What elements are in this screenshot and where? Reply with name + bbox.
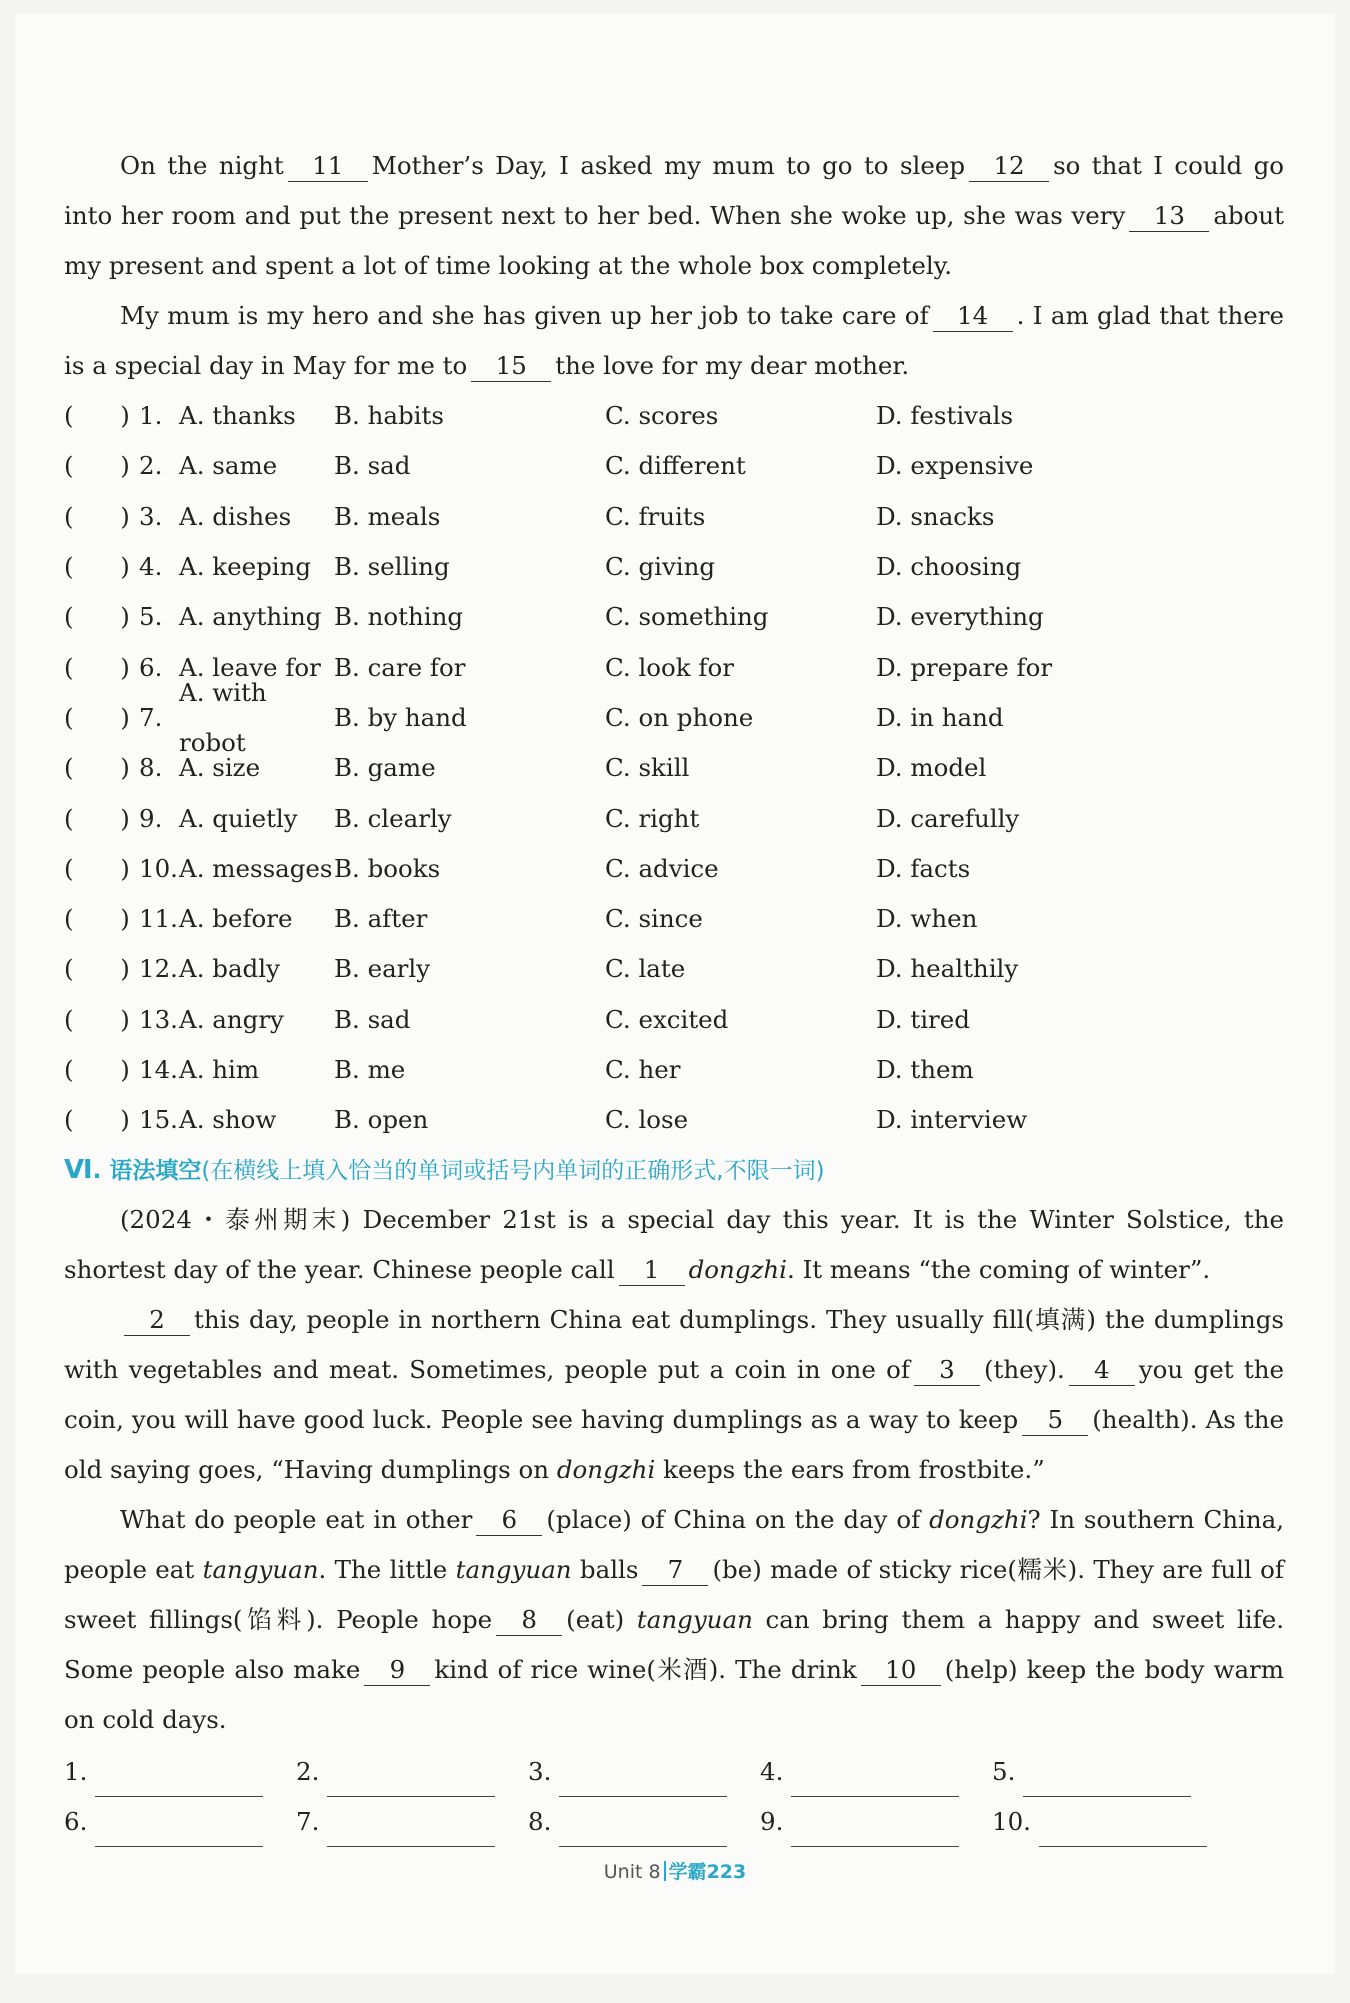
option-a: A. badly	[179, 954, 280, 984]
option-b: B. me	[334, 1055, 406, 1084]
answer-label: 1.	[64, 1757, 88, 1787]
option-a: A. quietly	[179, 803, 298, 833]
question-number: 9.	[139, 803, 163, 833]
answer-lines	[64, 1747, 1284, 1847]
choice-row	[64, 592, 1284, 642]
content	[64, 141, 1284, 1847]
section-numeral: Ⅵ	[64, 1155, 93, 1186]
passage1-paragraph1	[64, 141, 1284, 291]
text: (be) made of sticky rice(糯米). They are full of sweet fillings(馅料). People hope	[64, 1555, 1284, 1635]
text: about my present and spent a lot of time looking at the whole box completely.	[64, 201, 1284, 280]
option-a: A. size	[179, 753, 261, 783]
option-d: D. interview	[876, 1105, 1028, 1135]
option-d: D. snacks	[876, 501, 995, 531]
blank-3: 3	[914, 1355, 980, 1386]
text: (help) keep the body warm on cold days.	[64, 1655, 1284, 1735]
answer-label: 10.	[992, 1807, 1031, 1837]
footer-separator	[664, 1861, 666, 1881]
text: this day, people in northern China eat dumplings. They usually fill(填满) the dumplings with vegetables and meat. Sometimes, people put a coin in one of	[64, 1305, 1284, 1385]
answer-line[interactable]	[791, 1824, 959, 1847]
option-c: C. her	[605, 1055, 681, 1084]
question-number: 7.	[139, 702, 163, 732]
worksheet-page	[15, 14, 1335, 1974]
answer-cell	[760, 1747, 992, 1797]
answer-line[interactable]	[1023, 1774, 1191, 1797]
option-d: D. festivals	[876, 401, 1014, 431]
option-d: D. expensive	[876, 451, 1034, 481]
footer-unit: Unit 8	[603, 1861, 661, 1883]
answer-cell	[992, 1797, 1224, 1847]
text: On the night	[120, 151, 284, 180]
answer-paren[interactable]: ( )	[64, 652, 130, 682]
option-b: B. meals	[334, 501, 441, 531]
blank-7: 7	[642, 1555, 708, 1586]
question-number: 3.	[139, 501, 163, 531]
option-c: C. giving	[605, 552, 716, 582]
answer-paren[interactable]: ( )	[64, 602, 130, 632]
blank-13: 13	[1129, 201, 1209, 232]
text: the love for my dear mother.	[555, 351, 910, 380]
option-b: B. game	[334, 753, 436, 783]
answer-row-1	[64, 1747, 1284, 1797]
option-d: D. when	[876, 904, 978, 934]
blank-1: 1	[619, 1255, 685, 1286]
blank-8: 8	[496, 1605, 562, 1636]
blank-5: 5	[1022, 1405, 1088, 1436]
section-title: . 语法填空	[92, 1158, 202, 1185]
italic-word: tangyuan	[636, 1605, 753, 1635]
choice-row	[64, 441, 1284, 491]
blank-11: 11	[288, 151, 368, 182]
option-b: B. after	[334, 904, 428, 934]
option-d: D. prepare for	[876, 652, 1053, 682]
text: balls	[579, 1555, 639, 1585]
option-d: D. them	[876, 1055, 974, 1084]
blank-9: 9	[364, 1655, 430, 1686]
option-b: B. nothing	[334, 602, 464, 632]
blank-12: 12	[969, 151, 1049, 182]
answer-paren[interactable]: ( )	[64, 1105, 130, 1135]
text: (eat)	[566, 1605, 625, 1635]
option-a: A. messages	[179, 853, 333, 883]
blank-15: 15	[471, 351, 551, 382]
option-c: C. scores	[605, 401, 719, 431]
choice-row	[64, 542, 1284, 592]
italic-word: tangyuan	[455, 1555, 572, 1585]
blank-10: 10	[861, 1655, 941, 1686]
blank-14: 14	[933, 301, 1013, 332]
option-a: A. before	[179, 904, 293, 934]
page-footer	[15, 1857, 1335, 1884]
multiple-choice-list	[64, 391, 1284, 1145]
option-a: A. thanks	[179, 401, 296, 431]
choice-row	[64, 1095, 1284, 1145]
question-number: 11.	[139, 904, 178, 934]
option-c: C. different	[605, 451, 746, 481]
answer-line[interactable]	[1039, 1824, 1207, 1847]
answer-label: 8.	[528, 1807, 552, 1837]
answer-paren[interactable]: ( )	[64, 954, 130, 984]
choice-row	[64, 894, 1284, 944]
page-number: 223	[706, 1861, 747, 1883]
answer-paren[interactable]: ( )	[64, 552, 130, 582]
question-number: 6.	[139, 652, 163, 682]
answer-cell	[528, 1747, 760, 1797]
option-b: B. open	[334, 1105, 429, 1135]
answer-line[interactable]	[559, 1824, 727, 1847]
answer-paren[interactable]: ( )	[64, 501, 130, 531]
text: keeps the ears from frostbite.”	[663, 1455, 1045, 1485]
section-6-heading	[64, 1145, 1284, 1195]
blank-4: 4	[1069, 1355, 1135, 1386]
choice-row	[64, 677, 1284, 757]
passage1-paragraph2	[64, 291, 1284, 391]
option-c: C. look for	[605, 652, 734, 682]
option-d: D. tired	[876, 1004, 970, 1034]
answer-cell	[64, 1747, 296, 1797]
option-c: C. skill	[605, 753, 690, 783]
option-d: D. everything	[876, 602, 1044, 632]
text: can bring them a happy and sweet life. Some people also make	[64, 1605, 1285, 1685]
answer-label: 2.	[296, 1757, 320, 1787]
italic-word: dongzhi	[929, 1505, 1028, 1535]
answer-line[interactable]	[95, 1774, 263, 1797]
answer-paren[interactable]: ( )	[64, 1055, 130, 1084]
answer-paren[interactable]: ( )	[64, 1004, 130, 1034]
blank-2: 2	[124, 1305, 190, 1336]
option-c: C. since	[605, 904, 703, 934]
option-a: A. anything	[179, 602, 322, 632]
answer-paren[interactable]: ( )	[64, 803, 130, 833]
passage2-paragraph1	[64, 1195, 1284, 1295]
answer-label: 5.	[992, 1757, 1016, 1787]
answer-line[interactable]	[559, 1774, 727, 1797]
answer-paren[interactable]: ( )	[64, 451, 130, 481]
option-d: D. in hand	[876, 702, 1004, 732]
option-d: D. carefully	[876, 803, 1020, 833]
answer-label: 7.	[296, 1807, 320, 1837]
answer-paren[interactable]: ( )	[64, 753, 130, 783]
option-c: C. right	[605, 803, 700, 833]
text: . I am glad that there is a special day in May for me to	[64, 301, 1284, 380]
option-a: A. angry	[179, 1004, 284, 1034]
choice-row	[64, 944, 1284, 994]
text: What do people eat in other	[120, 1505, 473, 1535]
question-number: 1.	[139, 401, 163, 431]
source-tag: (2024・泰州期末)	[120, 1205, 351, 1235]
text: December 21st is a special day this year. It is the Winter Solstice, the shortest day of the year. Chinese people call	[64, 1205, 1284, 1285]
option-c: C. excited	[605, 1004, 729, 1034]
italic-word: tangyuan	[202, 1555, 319, 1585]
choice-row	[64, 844, 1284, 894]
choice-row	[64, 492, 1284, 542]
option-b: B. care for	[334, 652, 466, 682]
text: you get the coin, you will have good luck. People see having dumplings as a way to keep	[64, 1355, 1284, 1435]
question-number: 2.	[139, 451, 163, 481]
text: . It means “the coming of winter”.	[787, 1255, 1211, 1285]
section-note: (在横线上填入恰当的单词或括号内单词的正确形式,不限一词)	[201, 1158, 825, 1185]
answer-line[interactable]	[327, 1774, 495, 1797]
answer-cell	[296, 1797, 528, 1847]
text: . The little	[318, 1555, 448, 1585]
option-b: B. sad	[334, 1004, 411, 1034]
question-number: 5.	[139, 602, 163, 632]
option-a: A. keeping	[179, 552, 312, 582]
option-a: A. him	[179, 1055, 260, 1084]
option-c: C. advice	[605, 853, 719, 883]
option-b: B. early	[334, 954, 431, 984]
text: (they).	[983, 1355, 1065, 1385]
option-d: D. healthily	[876, 954, 1019, 984]
blank-6: 6	[476, 1505, 542, 1536]
answer-line[interactable]	[95, 1824, 263, 1847]
text: (health). As the old saying goes, “Having dumplings on	[64, 1405, 1285, 1485]
option-a: A. dishes	[179, 501, 292, 531]
passage2-paragraph3	[64, 1495, 1284, 1745]
answer-paren[interactable]: ( )	[64, 853, 130, 883]
option-b: B. books	[334, 853, 441, 883]
answer-row-2	[64, 1797, 1284, 1847]
option-d: D. choosing	[876, 552, 1022, 582]
choice-row	[64, 995, 1284, 1045]
option-c: C. late	[605, 954, 686, 984]
option-d: D. model	[876, 753, 987, 783]
option-a: A. show	[179, 1105, 277, 1135]
answer-cell	[992, 1747, 1224, 1797]
italic-word: dongzhi	[688, 1255, 788, 1285]
question-number: 10.	[139, 853, 178, 883]
answer-label: 9.	[760, 1807, 784, 1837]
option-c: C. lose	[605, 1105, 689, 1135]
option-d: D. facts	[876, 853, 971, 883]
choice-row	[64, 793, 1284, 843]
answer-line[interactable]	[327, 1824, 495, 1847]
answer-paren[interactable]: ( )	[64, 401, 130, 431]
option-c: C. on phone	[605, 702, 754, 732]
answer-cell	[64, 1797, 296, 1847]
answer-line[interactable]	[791, 1774, 959, 1797]
italic-word: dongzhi	[556, 1455, 656, 1485]
option-c: C. fruits	[605, 501, 706, 531]
option-b: B. selling	[334, 552, 450, 582]
passage2-paragraph2	[64, 1295, 1284, 1495]
question-number: 8.	[139, 753, 163, 783]
option-a: A. with robot	[179, 677, 267, 757]
answer-cell	[528, 1797, 760, 1847]
answer-label: 6.	[64, 1807, 88, 1837]
question-number: 15.	[139, 1105, 178, 1135]
answer-cell	[296, 1747, 528, 1797]
option-b: B. clearly	[334, 803, 452, 833]
choice-row	[64, 743, 1284, 793]
question-number: 14.	[139, 1055, 178, 1084]
option-b: B. by hand	[334, 702, 467, 732]
answer-paren[interactable]: ( )	[64, 904, 130, 934]
text: My mum is my hero and she has given up her job to take care of	[120, 301, 929, 330]
footer-brand: 学霸	[668, 1861, 707, 1883]
answer-paren[interactable]: ( )	[64, 702, 130, 732]
choice-row	[64, 1045, 1284, 1095]
question-number: 13.	[139, 1004, 178, 1034]
text: kind of rice wine(米酒). The drink	[434, 1655, 857, 1685]
answer-label: 4.	[760, 1757, 784, 1787]
choice-row	[64, 391, 1284, 441]
text: Mother’s Day, I asked my mum to go to sleep	[371, 151, 966, 180]
text: so that I could go into her room and put the present next to her bed. When she woke up, she was very	[64, 151, 1284, 230]
text: (place) of China on the day of	[546, 1505, 921, 1535]
option-a: A. leave for	[179, 652, 321, 682]
question-number: 4.	[139, 552, 163, 582]
option-b: B. sad	[334, 451, 411, 481]
option-b: B. habits	[334, 401, 444, 431]
question-number: 12.	[139, 954, 178, 984]
option-c: C. something	[605, 602, 769, 632]
answer-label: 3.	[528, 1757, 552, 1787]
text: ? In southern China, people eat	[64, 1505, 1285, 1585]
option-a: A. same	[179, 451, 278, 481]
answer-cell	[760, 1797, 992, 1847]
